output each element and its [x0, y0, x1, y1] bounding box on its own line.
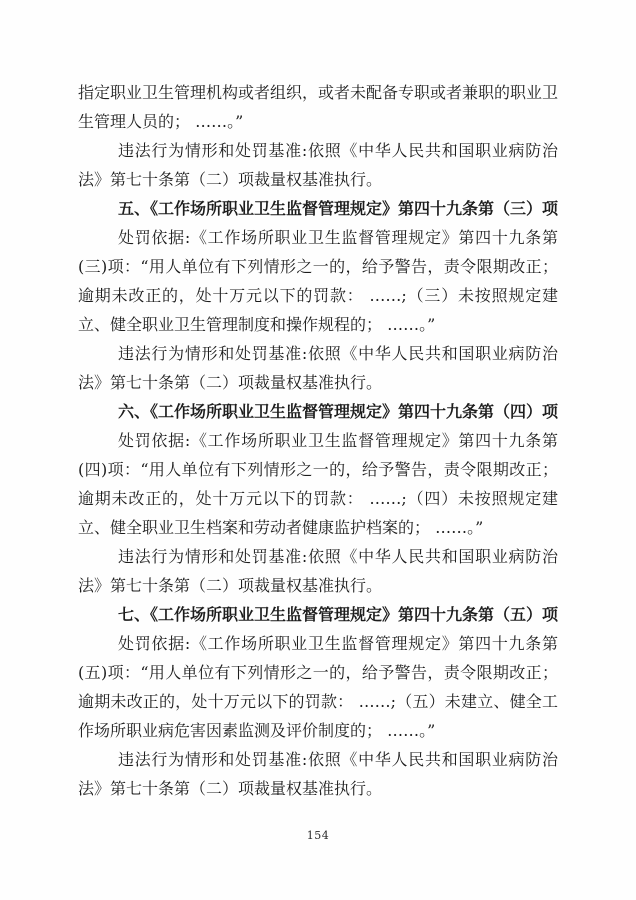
- paragraph-continuation: 指定职业卫生管理机构或者组织，或者未配备专职或者兼职的职业卫生管理人员的； ……。”: [78, 83, 559, 131]
- paragraph-penalty-basis: 违法行为情形和处罚基准:依照《中华人民共和国职业病防治法》第七十条第（二）项裁量权基准执行。: [78, 141, 558, 189]
- page-number: 154: [306, 829, 330, 842]
- section-heading-6: 六、《工作场所职业卫生监督管理规定》第四十九条第（四）项: [118, 402, 559, 421]
- section-heading-7: 七、《工作场所职业卫生监督管理规定》第四十九条第（五）项: [118, 605, 559, 624]
- paragraph-penalty-basis: 违法行为情形和处罚基准:依照《中华人民共和国职业病防治法》第七十条第（二）项裁量权基准执行。: [78, 750, 558, 798]
- page-content: [78, 78, 558, 803]
- paragraph-penalty-basis: 违法行为情形和处罚基准:依照《中华人民共和国职业病防治法》第七十条第（二）项裁量权基准执行。: [78, 547, 558, 595]
- paragraph-penalty-grounds: 处罚依据:《工作场所职业卫生监督管理规定》第四十九条第(四)项：“用人单位有下列情形之一的，给予警告，责令限期改正；逾期未改正的，处十万元以下的罚款： ……;（四）未按照规定建立、健全职业卫生档案和劳动者健康监护档案的； ……。”: [78, 431, 558, 537]
- paragraph-penalty-grounds: 处罚依据:《工作场所职业卫生监督管理规定》第四十九条第(五)项：“用人单位有下列情形之一的，给予警告，责令限期改正；逾期未改正的，处十万元以下的罚款： ……;（五）未建立、健全工作场所职业病危害因素监测及评价制度的； ……。”: [78, 634, 558, 740]
- paragraph-penalty-grounds: 处罚依据:《工作场所职业卫生监督管理规定》第四十九条第(三)项：“用人单位有下列情形之一的，给予警告，责令限期改正；逾期未改正的，处十万元以下的罚款： ……;（三）未按照规定建立、健全职业卫生管理制度和操作规程的； ……。”: [78, 228, 558, 334]
- paragraph-penalty-basis: 违法行为情形和处罚基准:依照《中华人民共和国职业病防治法》第七十条第（二）项裁量权基准执行。: [78, 344, 558, 392]
- section-heading-5: 五、《工作场所职业卫生监督管理规定》第四十九条第（三）项: [118, 199, 559, 218]
